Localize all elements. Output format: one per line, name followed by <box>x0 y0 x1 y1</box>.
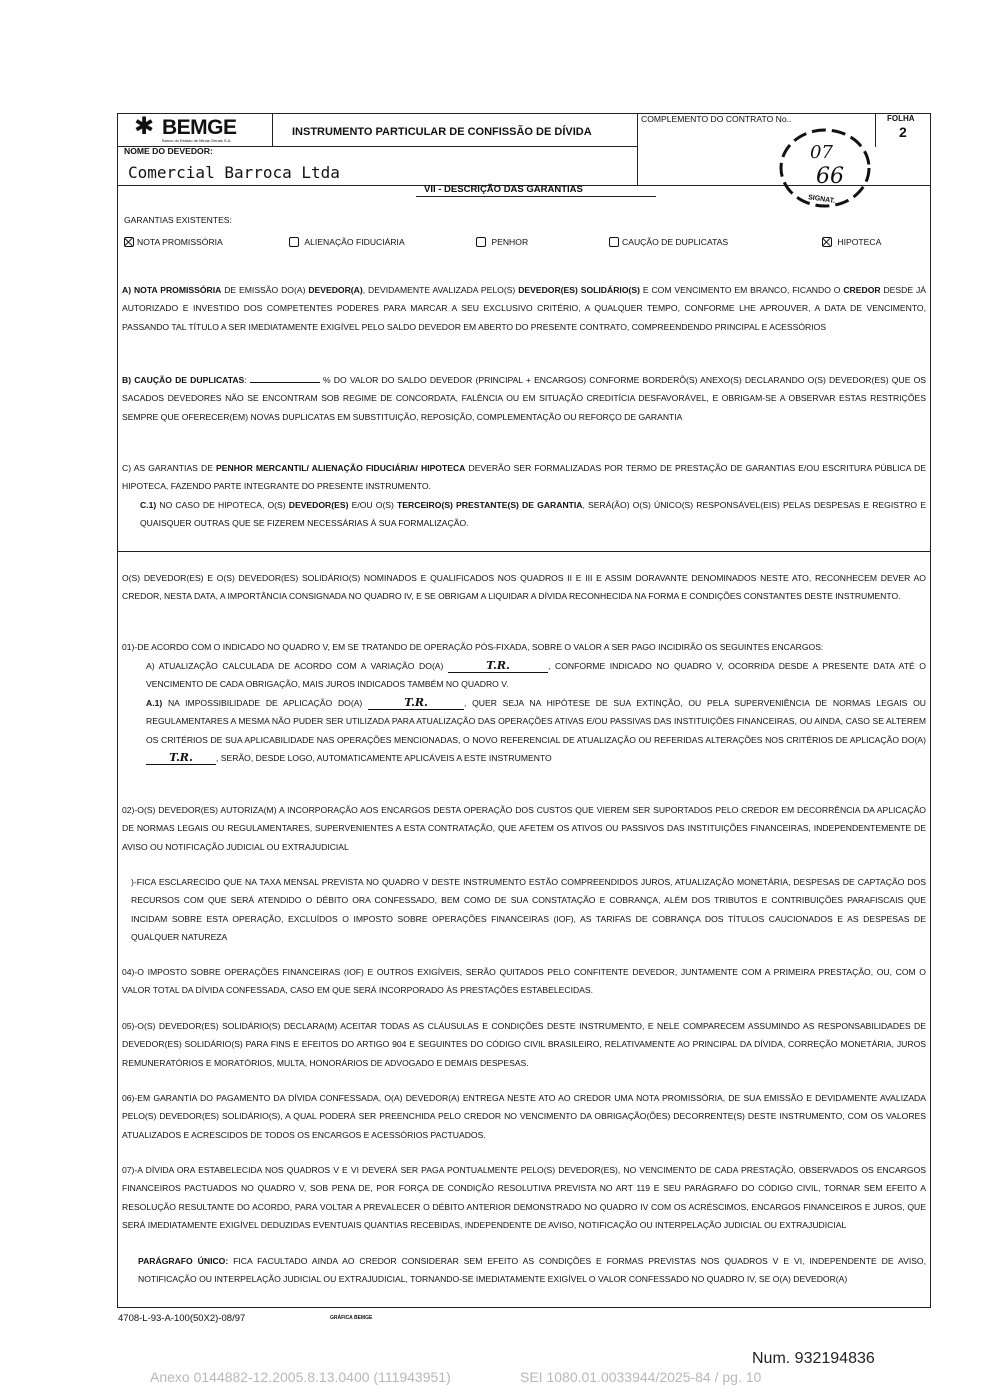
folha-value: 2 <box>899 124 907 140</box>
guarantee-fiduciary[interactable]: ALIENAÇÃO FIDUCIÁRIA <box>289 237 405 247</box>
folha-divider <box>875 113 876 147</box>
guarantee-duplicates[interactable]: CAUÇÃO DE DUPLICATAS <box>609 237 728 247</box>
checkbox-empty-icon[interactable] <box>289 237 299 247</box>
checkbox-checked-icon[interactable] <box>822 237 832 247</box>
document-number: Num. 932194836 <box>752 1350 875 1367</box>
protocol-stamp <box>776 124 874 212</box>
intro-paragraph: O(S) DEVEDOR(ES) E O(S) DEVEDOR(ES) SOLIDÁRIO(S) NOMINADOS E QUALIFICADOS NOS QUADROS II E III E ASSIM DORAVANTE DENOMINADOS NESTE ATO, RECONHECEM DEVER AO CREDOR, NESTA DATA, A IMPORTÂNCIA CONSIGNADA NO QUADRO IV, E SE OBRIGAM A LIQUIDAR A DÍVIDA RECONHECIDA NA FORMA E CONDIÇÕES CONSTANTES DESTE INSTRUMENTO. <box>122 573 926 602</box>
tr-field-2[interactable]: T.R. <box>368 697 464 710</box>
logo-text: BEMGE <box>162 116 237 139</box>
complement-label: COMPLEMENTO DO CONTRATO No.. <box>641 114 792 124</box>
guarantee-pledge[interactable]: PENHOR <box>476 237 528 247</box>
guarantee-promissory-note[interactable]: NOTA PROMISSÓRIA <box>124 237 223 247</box>
logo-star-icon: ✱ <box>134 113 155 140</box>
clause-01-a1: A.1) NA IMPOSSIBILIDADE DE APLICAÇÃO DO(A) T.R. , QUER SEJA NA HIPÓTESE DE SUA EXTINÇÃO, OU PELA SUPERVENIÊNCIA DE NORMAS LEGAIS OU REGULAMENTARES A MESMA NÃO PUDER SER UTILIZADA PARA ATUALIZAÇÃO DAS OPERAÇÕES ATIVAS E/OU PASSIVAS DAS INSTITUIÇÕES FINANCEIRAS, OU AINDA, CASO SE ALTEREM OS CRITÉRIOS DE SUA APLICABILIDADE NAS OPERAÇÕES MENCIONADAS, O NOVO REFERENCIAL DE ATUALIZAÇÃO OU REFERIDAS ALTERAÇÕES NOS CRITÉRIOS DE APLICAÇÃO DO(A) T.R. , SERÃO, DESDE LOGO, AUTOMATICAMENTE APLICÁVEIS A ESTE INSTRUMENTO <box>146 696 926 765</box>
tr-field-3[interactable]: T.R. <box>146 752 216 765</box>
clause-c1: C.1) NO CASO DE HIPOTECA, O(S) DEVEDOR(ES) E/OU O(S) TERCEIRO(S) PRESTANTE(S) DE GARANTIA, SERÁ(ÃO) O(S) ÚNICO(S) RESPONSÁVEL(EIS) PELAS DESPESAS E REGISTRO E QUAISQUER OUTRAS QUE SE FIZEREM NECESSÁRIAS À SUA FORMALIZAÇÃO. <box>140 500 926 529</box>
clause-c: C) AS GARANTIAS DE PENHOR MERCANTIL/ ALIENAÇÃO FIDUCIÁRIA/ HIPOTECA DEVERÃO SER FORMALIZADAS POR TERMO DE PRESTAÇÃO DE GARANTIAS E/OU ESCRITURA PÚBLICA DE HIPOTECA, FAZENDO PARTE INTEGRANTE DO PRESENTE INSTRUMENTO. <box>122 463 926 492</box>
clause-a: A) NOTA PROMISSÓRIA DE EMISSÃO DO(A) DEVEDOR(A), DEVIDAMENTE AVALIZADA PELO(S) DEVEDOR(ES) SOLIDÁRIO(S) E COM VENCIMENTO EM BRANCO, FICANDO O CREDOR DESDE JÁ AUTORIZADO E INVESTIDO DOS COMPETENTES PODERES PARA MARCAR A SEU EXCLUSIVO CRITÉRIO, A QUALQUER TEMPO, CONFORME LHE APROUVER, A DATA DE VENCIMENTO, PASSANDO TAL TÍTULO A SER IMEDIATAMENTE EXIGÍVEL PELO SALDO DEVEDOR EM ABERTO DO PRESENTE CONTRATO, COMPREENDENDO PRINCIPAL E ACESSÓRIOS <box>122 285 926 332</box>
clause-03: )-FICA ESCLARECIDO QUE NA TAXA MENSAL PREVISTA NO QUADRO V DESTE INSTRUMENTO ESTÃO COMPREENDIDOS JUROS, ATUALIZAÇÃO MONETÁRIA, DESPESAS DE CAPTAÇÃO DOS RECURSOS COM QUE SERÁ ATENDIDO O DÉBITO ORA CONFESSADO, BEM COMO DE SUA CONSTATAÇÃO E COBRANÇA, ALÉM DOS TRIBUTOS E CONTRIBUIÇÕES PARAFISCAIS QUE INCIDAM SOBRE ESTA OPERAÇÃO, EXCLUÍDOS O IMPOSTO SOBRE OPERAÇÕES FINANCEIRAS (IOF), AS TARIFAS DE COBRANÇA DOS TÍTULOS CAUCIONADOS E AS DESPESAS DE QUALQUER NATUREZA <box>131 877 926 943</box>
tr-field-1[interactable]: T.R. <box>448 660 548 673</box>
clause-07-paragraph: PARÁGRAFO ÚNICO: FICA FACULTADO AINDA AO CREDOR CONSIDERAR SEM EFEITO AS CONDIÇÕES E FORMAS PREVISTAS NOS QUADROS V E VI, INDEPENDENTE DE AVISO, NOTIFICAÇÃO OU INTERPELAÇÃO JUDICIAL OU EXTRAJUDICIAL, TORNANDO-SE IMEDIATAMENTE EXIGÍVEL O VALOR CONFESSADO NO QUADRO IV, SE O(A) DEVEDOR(A) <box>138 1256 927 1285</box>
duplicates-percent-field[interactable] <box>250 382 320 383</box>
document-title: INSTRUMENTO PARTICULAR DE CONFISSÃO DE DÍVIDA <box>292 126 592 138</box>
folha-label: FOLHA <box>887 114 915 123</box>
section-title: VII - DESCRIÇÃO DAS GARANTIAS <box>424 184 583 195</box>
clause-02: 02)-O(S) DEVEDOR(ES) AUTORIZA(M) A INCORPORAÇÃO AOS ENCARGOS DESTA OPERAÇÃO DOS CUSTOS QUE VIEREM SER SUPORTADOS PELO CREDOR EM DECORRÊNCIA DA APLICAÇÃO DE NORMAS LEGAIS OU REGULAMENTARES, SUPERVENIENTES A ESTA CONTRATAÇÃO, QUE AFETEM OS ATIVOS OU PASSIVOS DAS INSTITUIÇÕES FINANCEIRAS, INDEPENDENTEMENTE DE AVISO OU NOTIFICAÇÃO JUDICIAL OU EXTRAJUDICIAL <box>122 805 926 852</box>
stamp-number-bottom: 66 <box>816 164 844 189</box>
clause-01: 01)-DE ACORDO COM O INDICADO NO QUADRO V, EM SE TRATANDO DE OPERAÇÃO PÓS-FIXADA, SOBRE O VALOR A SER PAGO INCIDIRÃO OS SEGUINTES ENCARGOS: <box>122 642 824 652</box>
annex-reference: Anexo 0144882-12.2005.8.13.0400 (111943951) <box>150 1369 451 1385</box>
bemge-logo <box>132 113 267 144</box>
clause-b: B) CAUÇÃO DE DUPLICATAS: % DO VALOR DO SALDO DEVEDOR (PRINCIPAL + ENCARGOS) CONFORME BORDERÔ(S) ANEXO(S) DECLARANDO O(S) DEVEDOR(ES) QUE OS SACADOS DEVEDORES NÃO SE ENCONTRAM SOB REGIME DE CONCORDATA, FALÊNCIA OU EM SITUAÇÃO CREDITÍCIA DESFAVORÁVEL, E OBRIGAM-SE A OBSERVAR ESTAS RESTRIÇÕES SEMPRE QUE OFERECER(EM) NOVAS DUPLICATAS EM SUBSTITUIÇÃO, REPOSIÇÃO, COMPLEMENTAÇÃO OU REFORÇO DE GARANTIA <box>122 375 926 422</box>
clause-07: 07)-A DÍVIDA ORA ESTABELECIDA NOS QUADROS V E VI DEVERÁ SER PAGA PONTUALMENTE PELO(S) DEVEDOR(ES), NO VENCIMENTO DE CADA PRESTAÇÃO, OBSERVADOS OS ENCARGOS FINANCEIROS PACTUADOS NO QUADRO V, SOB PENA DE, POR FORÇA DE CONDIÇÃO RESOLUTIVA PREVISTA NO ART 119 E SEU PARÁGRAFO DO CÓDIGO CIVIL, TORNAR SEM EFEITO A RESOLUÇÃO RESULTANTE DO ACORDO, PARA VOLTAR A PREVALECER O DÉBITO ANTERIOR DEMONSTRADO NO QUADRO IV COM OS ACRÉSCIMOS, ENCARGOS FINANCEIROS E JUROS, QUE SERÁ IMEDIATAMENTE EXIGÍVEL DEDUZIDAS EVENTUAIS QUANTIAS RECEBIDAS, INDEPENDENTE DE AVISO, NOTIFICAÇÃO OU INTERPELAÇÃO JUDICIAL OU EXTRAJUDICIAL <box>122 1165 926 1231</box>
form-code: 4708-L-93-A-100(50X2)-08/97 <box>118 1313 246 1324</box>
clause-04: 04)-O IMPOSTO SOBRE OPERAÇÕES FINANCEIRAS (IOF) E OUTROS EXIGÍVEIS, SERÃO QUITADOS PELO CONFITENTE DEVEDOR, JUNTAMENTE COM A PRIMEIRA PRESTAÇÃO, OU, COM O VALOR TOTAL DA DÍVIDA CONFESSADA, CASO EM QUE SERÁ INCORPORADO ÀS PRESTAÇÕES ESTABELECIDAS. <box>122 967 926 996</box>
checkbox-checked-icon[interactable] <box>124 237 134 247</box>
guarantees-label: GARANTIAS EXISTENTES: <box>124 215 232 225</box>
checkbox-empty-icon[interactable] <box>476 237 486 247</box>
clause-01-a: A) ATUALIZAÇÃO CALCULADA DE ACORDO COM A VARIAÇÃO DO(A) T.R. , CONFORME INDICADO NO QUADRO V, OCORRIDA DESDE A PRESENTE DATA ATÉ O VENCIMENTO DE CADA OBRIGAÇÃO, MAIS JUROS INDICADOS TAMBÉM NO QUADRO V. <box>146 659 926 690</box>
guarantee-mortgage[interactable]: HIPOTECA <box>822 237 881 247</box>
logo-divider <box>272 113 273 146</box>
printer-mark: GRÁFICA BEMGE <box>330 1315 373 1321</box>
title-divider <box>637 113 638 185</box>
clause-05: 05)-O(S) DEVEDOR(ES) SOLIDÁRIO(S) DECLARA(M) ACEITAR TODAS AS CLÁUSULAS E CONDIÇÕES DESTE INSTRUMENTO, E NELE COMPARECEM ASSUMINDO AS RESPONSABILIDADES DE DEVEDOR(ES) SOLIDÁRIO(S) PARA FINS E EFEITOS DO ARTIGO 904 E SEGUINTES DO CÓDIGO CIVIL BRASILEIRO, RELATIVAMENTE AO PRINCIPAL DA DÍVIDA, CORREÇÃO MONETÁRIA, JUROS REMUNERATÓRIOS E MORATÓRIOS, MULTA, HONORÁRIOS DE ADVOGADO E DEMAIS DESPESAS. <box>122 1021 926 1068</box>
debtor-name: Comercial Barroca Ltda <box>128 163 340 182</box>
stamp-bottom-text: SIGNAT. <box>807 194 836 205</box>
debtor-label: NOME DO DEVEDOR: <box>124 146 213 156</box>
sei-reference: SEI 1080.01.0033944/2025-84 / pg. 10 <box>520 1369 762 1385</box>
clause-06: 06)-EM GARANTIA DO PAGAMENTO DA DÍVIDA CONFESSADA, O(A) DEVEDOR(A) ENTREGA NESTE ATO AO CREDOR UMA NOTA PROMISSÓRIA, DE SUA EMISSÃO E DEVIDAMENTE AVALIZADA PELO(S) DEVEDOR(ES) SOLIDÁRIO(S), A QUAL PODERÁ SER PREENCHIDA PELO CREDOR NO VENCIMENTO DA OBRIGAÇÃO(ÕES) DECORRENTE(S) DESTE INSTRUMENTO, COM OS VALORES ATUALIZADOS E ACRESCIDOS DE TODOS OS ENCARGOS E ACESSÓRIOS PACTUADOS. <box>122 1093 926 1140</box>
logo-tagline: Banco do Estado de Minas Gerais S.A. <box>162 138 232 143</box>
checkbox-empty-icon[interactable] <box>609 237 619 247</box>
guarantees-divider <box>117 551 931 552</box>
stamp-number-top: 07 <box>810 142 833 163</box>
section-title-underline <box>416 196 656 197</box>
